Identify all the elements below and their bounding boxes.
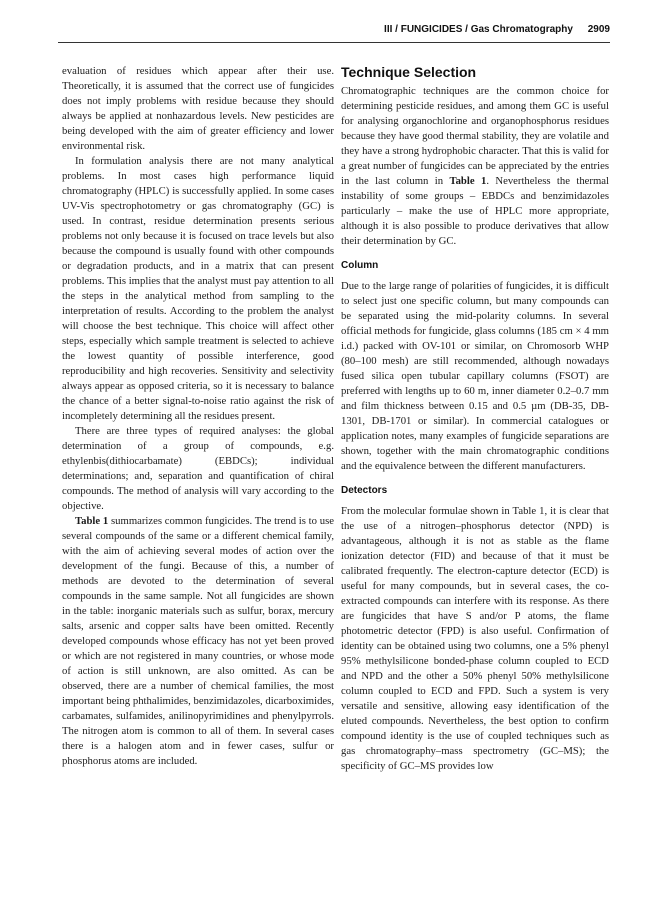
technique-intro-text-a: Chromatographic techniques are the common choice for determining pesticide residues, and among them GC is useful for analysing organochlorine and organophosphorus residues because they have good thermal stability, they are volatile and they have a strong hydrophobic character. That this is valid for a great number of fungicides can be appreciated by the entries in the last column in: [341, 85, 609, 187]
paragraph-technique-intro: [341, 84, 609, 249]
table-reference: Table 1: [75, 515, 109, 527]
page-number: 2909: [587, 24, 610, 35]
technique-intro-text-b: . Nevertheless the thermal instability of some groups – EBDCs and benzimidazoles particularly – make the use of HPLC more appropriate, although it is also possible to produce derivatives that allow their determination by GC.: [341, 175, 609, 247]
paragraph-column: Due to the large range of polarities of fungicides, it is difficult to select just one specific column, but many compounds can be separated using the mid-polarity columns. In several official methods for fungicide, glass columns (185 cm × 4 mm i.d.) packed with OV-101 or similar, on Chromosorb WHP (80–100 mesh) are still recommended, although nowadays fused silica open tubular capillary columns (FSOT) are preferred with lengths up to 60 m, inner diameter 0.2–0.7 mm and film thickness between 0.15 and 0.5 µm (DB-35, DB-1301, DB-1701 or similar). In commercial catalogues or application notes, many examples of fungicide separations are shown, together with the main chromatographic conditions and the equivalence between the different manufacturers.: [341, 280, 609, 472]
left-column: [62, 64, 334, 769]
running-title: III / FUNGICIDES / Gas Chromatography: [384, 24, 573, 35]
right-column: [341, 64, 609, 774]
running-header: [58, 24, 610, 35]
header-rule: [58, 42, 610, 43]
paragraph-analysis-types: There are three types of required analyses: the global determination of a group of compounds, e.g. ethylenbis(dithiocarbamate) (EBDCs); individual determinations; and, separation and quantification of chiral compounds. The method of analysis will vary according to the objective.: [62, 425, 334, 512]
table-reference: Table 1: [449, 175, 487, 187]
paragraph-detectors: From the molecular formulae shown in Table 1, it is clear that the use of a nitrogen–phosphorus detector (NPD) is advantageous, although it is not as stable as the flame ionization detector (FID) and because of that it must be calibrated frequently. The electron-capture detector (ECD) is useful for many compounds, but in several cases, the co-extracted compounds can interfere with its response. As there are fungicides that have S and/or P atoms, the flame photometric detector (FPD) is also useful. Confirmation of identity can be obtained using two columns, one a 5% phenyl 95% methylsilicone bonded-phase column coupled to ECD and NPD and the other a 50% phenyl 50% methylsilicone column coupled to ECD and FPD. Such a system is very versatile and sensitive, allowing easy identification of the eluted compounds. Nevertheless, the best option to confirm compound identity is the use of coupled techniques such as gas chromatography–mass spectrometry (GC–MS); the specificity of GC–MS provides low: [341, 505, 609, 772]
section-title-technique-selection: Technique Selection: [341, 64, 477, 80]
subsection-title-column: Column: [341, 260, 379, 271]
subsection-title-detectors: Detectors: [341, 485, 388, 496]
paragraph-formulation-analysis: In formulation analysis there are not many analytical problems. In most cases high performance liquid chromatography (HPLC) is successfully applied. In some cases UV-Vis spectrophotometry or gas chromatography (GC) is used. In contrast, residue determination presents serious problems not only because it is focused on trace levels but also because the compound is usually found with other compounds or degradation products, and in a matrix that can present problems. This implies that the analyst must pay attention to all the steps in the analytical method from sampling to the interpretation of results. According to the problem the analyst will choose the best technique. This choice will affect other steps, especially which sample treatment is selected to achieve the lowest quantity of possible interference, good reproducibility and high recoveries. Sensitivity and selectivity always appear as opposed criteria, so it is necessary to balance the chance of a better signal-to-noise ratio against the risk of incompletely determining all the residues present.: [62, 155, 334, 422]
paragraph-table-summary: [62, 514, 334, 769]
table-summary-text: summarizes common fungicides. The trend is to use several compounds of the same or a different chemical family, with the aim of achieving several modes of action over the development of the fungi. Because of this, a number of methods are devoted to the determination of several compounds in the same sample. Not all fungicides are shown in the table: inorganic materials such as sulfur, borax, mercury salts, arsenic and copper salts have been omitted. Recently developed compounds whose efficacy has not yet been proved or which are not registered in many countries, or whose mode of action is still unknown, are also omitted. As can be observed, there are a number of chemical families, the most important being phthalimides, benzimidazoles, dicarboximides, carbamates, sulfamides, anilinopyrimidines and phenylpyrrols. The nitrogen atom is common to all of them. In several cases there is a halogen atom and in fewer cases, sulfur or phosphorus atoms are included.: [62, 515, 334, 767]
paragraph-residue-evaluation: evaluation of residues which appear after their use. Theoretically, it is assumed that the correct use of fungicides does not imply problems with residue because they should always be applied at nonhazardous levels. New pesticides are being developed with the aim of greater efficiency and lower environmental risk.: [62, 65, 334, 152]
